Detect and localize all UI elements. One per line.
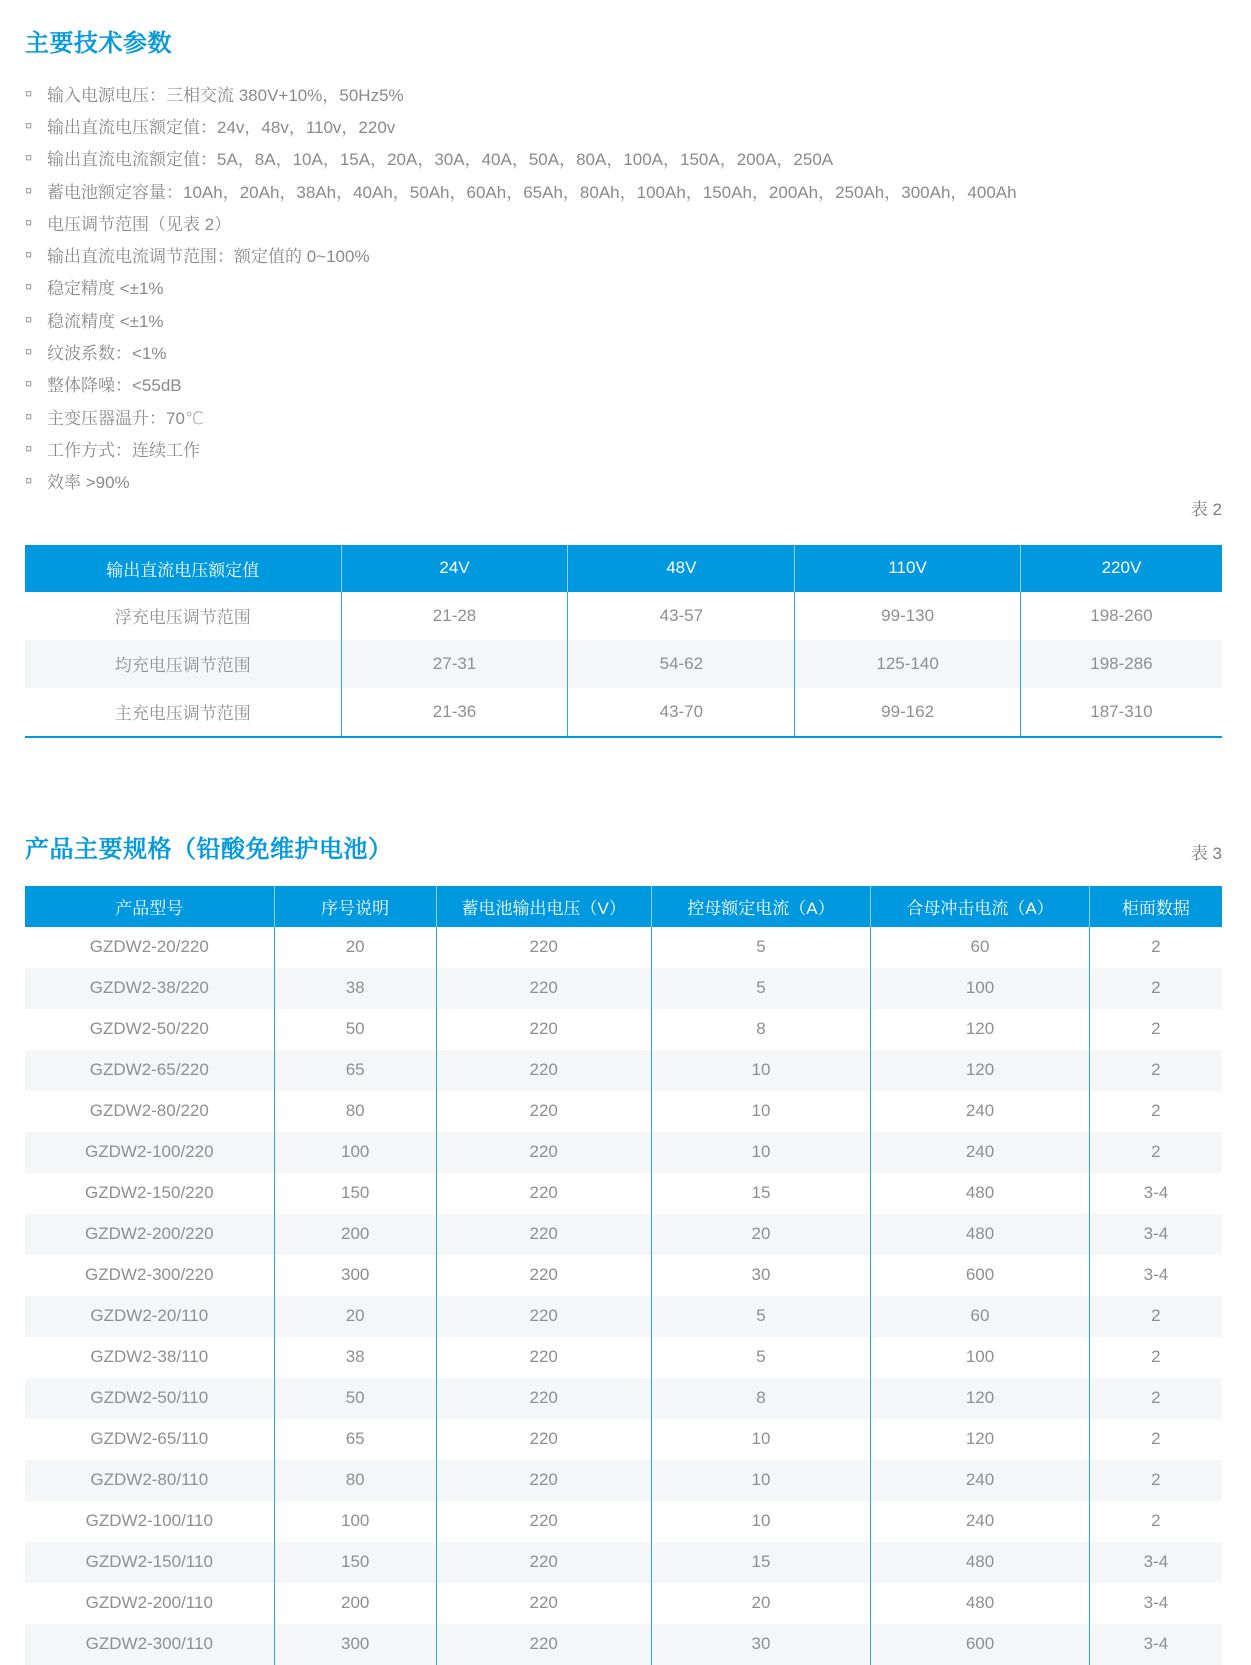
table-cell: 150 xyxy=(274,1542,436,1583)
table-cell: 240 xyxy=(871,1501,1089,1542)
table-cell: 50 xyxy=(274,1009,436,1050)
table-cell: 65 xyxy=(274,1050,436,1091)
table-cell: 100 xyxy=(274,1501,436,1542)
table-cell: 2 xyxy=(1151,1511,1161,1531)
table-cell: 27-31 xyxy=(341,640,568,688)
table-cell: 120 xyxy=(871,1378,1089,1419)
table-cell: 2 xyxy=(1151,1060,1161,1080)
table-cell: 220 xyxy=(436,1583,651,1624)
table-cell: 300 xyxy=(274,1624,436,1665)
bullet-icon: ¤ xyxy=(25,117,33,133)
bullet-icon: ¤ xyxy=(25,376,33,392)
table-header-cell: 110V xyxy=(795,545,1021,592)
table-cell: 20 xyxy=(651,1214,871,1255)
table-cell: 600 xyxy=(871,1255,1089,1296)
table-cell: 8 xyxy=(651,1009,871,1050)
spec-text: 稳定精度 <±1% xyxy=(47,279,164,299)
table-cell: 54-62 xyxy=(568,640,795,688)
table-cell: GZDW2-65/220 xyxy=(25,1050,274,1091)
spec-text: 输出直流电流额定值：5A，8A，10A，15A，20A，30A，40A，50A，80A，100A，150A，200A，250A xyxy=(47,150,834,170)
table-cell: 38 xyxy=(274,1337,436,1378)
table-header-row xyxy=(25,886,1222,927)
table-header-cell: 220V xyxy=(1020,545,1222,592)
table-cell: 20 xyxy=(274,927,436,968)
table-cell: GZDW2-80/110 xyxy=(25,1460,274,1501)
table-cell: 150 xyxy=(274,1173,436,1214)
table-cell: 5 xyxy=(651,927,871,968)
spec-list xyxy=(25,77,1222,497)
table-row xyxy=(25,1583,1222,1624)
table-row xyxy=(25,1337,1222,1378)
table-cell: 220 xyxy=(436,1255,651,1296)
table-cell: 浮充电压调节范围 xyxy=(25,592,341,640)
table-cell: 220 xyxy=(436,1296,651,1337)
table-cell: 480 xyxy=(871,1214,1089,1255)
table-cell: 3-4 xyxy=(1143,1183,1169,1203)
spec-list-item xyxy=(25,206,1222,238)
table-cell: 60 xyxy=(871,927,1089,968)
table-cell: 10 xyxy=(651,1501,871,1542)
spec-list-item xyxy=(25,335,1222,367)
table-cell: 99-162 xyxy=(795,688,1021,737)
table-cell: 480 xyxy=(871,1583,1089,1624)
bullet-icon: ¤ xyxy=(25,85,33,101)
spec-text: 输入电源电压：三相交流 380V+10%，50Hz5% xyxy=(47,85,404,105)
table-cell: 240 xyxy=(871,1460,1089,1501)
spec-text: 工作方式：连续工作 xyxy=(47,440,200,460)
table-cell: GZDW2-100/110 xyxy=(25,1501,274,1542)
table-cell: 100 xyxy=(871,1337,1089,1378)
bullet-icon: ¤ xyxy=(25,150,33,166)
table-cell: 50 xyxy=(274,1378,436,1419)
table-cell: 5 xyxy=(651,968,871,1009)
spec-list-item xyxy=(25,77,1222,109)
bullet-icon: ¤ xyxy=(25,279,33,295)
table-row xyxy=(25,1255,1222,1296)
table-cell: GZDW2-20/220 xyxy=(25,927,274,968)
table-cell: 43-57 xyxy=(568,592,795,640)
table-cell: 2 xyxy=(1151,978,1161,998)
table-row xyxy=(25,1378,1222,1419)
table-cell: GZDW2-50/220 xyxy=(25,1009,274,1050)
table-cell: 220 xyxy=(436,1501,651,1542)
table-header-cell: 序号说明 xyxy=(274,886,436,927)
table-cell: 65 xyxy=(274,1419,436,1460)
table-cell: 198-260 xyxy=(1090,605,1153,625)
table-cell: 100 xyxy=(274,1132,436,1173)
table-cell: 220 xyxy=(436,1542,651,1583)
table-header-cell: 24V xyxy=(341,545,568,592)
table-cell: 10 xyxy=(651,1091,871,1132)
table-cell: 220 xyxy=(436,1050,651,1091)
product-spec-table xyxy=(25,886,1222,1665)
table-cell: 220 xyxy=(436,1214,651,1255)
table-cell: 15 xyxy=(651,1542,871,1583)
table-cell: GZDW2-150/110 xyxy=(25,1542,274,1583)
table-cell: 220 xyxy=(436,1173,651,1214)
table-cell: 200 xyxy=(274,1583,436,1624)
table-cell: 187-310 xyxy=(1090,701,1153,721)
table-cell: 60 xyxy=(871,1296,1089,1337)
table-cell: 300 xyxy=(274,1255,436,1296)
table-cell: 3-4 xyxy=(1143,1224,1169,1244)
spec-text: 整体降噪：<55dB xyxy=(47,376,182,396)
table-cell: 99-130 xyxy=(795,592,1021,640)
table-cell: 120 xyxy=(871,1419,1089,1460)
table-row xyxy=(25,927,1222,968)
table-row xyxy=(25,640,1222,688)
table-cell: 15 xyxy=(651,1173,871,1214)
table-cell: 240 xyxy=(871,1091,1089,1132)
spec-list-item xyxy=(25,174,1222,206)
table-cell: 120 xyxy=(871,1050,1089,1091)
spec-list-item xyxy=(25,303,1222,335)
table-row xyxy=(25,1460,1222,1501)
bullet-icon: ¤ xyxy=(25,473,33,489)
table-row xyxy=(25,1542,1222,1583)
table-cell: 2 xyxy=(1151,1306,1161,1326)
table-row xyxy=(25,968,1222,1009)
table-cell: 2 xyxy=(1151,937,1161,957)
table-row xyxy=(25,1050,1222,1091)
spec-text: 输出直流电压额定值：24v，48v，110v，220v xyxy=(47,117,396,137)
table-cell: 10 xyxy=(651,1460,871,1501)
table-cell: 10 xyxy=(651,1050,871,1091)
table-cell: 220 xyxy=(436,1009,651,1050)
table-cell: 21-36 xyxy=(341,688,568,737)
spec-text: 纹波系数：<1% xyxy=(47,344,167,364)
table-cell: 3-4 xyxy=(1143,1634,1169,1654)
table-cell: GZDW2-150/220 xyxy=(25,1173,274,1214)
bullet-icon: ¤ xyxy=(25,440,33,456)
table-cell: 2 xyxy=(1151,1019,1161,1039)
bullet-icon: ¤ xyxy=(25,408,33,424)
table-cell: 220 xyxy=(436,927,651,968)
spec-text: 电压调节范围（见表 2） xyxy=(47,214,232,234)
table-cell: 2 xyxy=(1151,1388,1161,1408)
table-row xyxy=(25,1173,1222,1214)
table-header-cell: 48V xyxy=(568,545,795,592)
table-cell: GZDW2-100/220 xyxy=(25,1132,274,1173)
table-cell: 10 xyxy=(651,1419,871,1460)
table-cell: GZDW2-300/110 xyxy=(25,1624,274,1665)
spec-list-item xyxy=(25,432,1222,464)
table-cell: 220 xyxy=(436,1378,651,1419)
table-cell: GZDW2-20/110 xyxy=(25,1296,274,1337)
table-header-cell: 柜面数据 xyxy=(1089,886,1222,927)
table-cell: 38 xyxy=(274,968,436,1009)
table-cell: 5 xyxy=(651,1296,871,1337)
table-cell: 8 xyxy=(651,1378,871,1419)
table-cell: 43-70 xyxy=(568,688,795,737)
table-cell: 主充电压调节范围 xyxy=(25,688,341,737)
table-header-row xyxy=(25,545,1222,592)
bullet-icon: ¤ xyxy=(25,344,33,360)
table-cell: 100 xyxy=(871,968,1089,1009)
section2-heading-row xyxy=(25,835,1222,865)
table-row xyxy=(25,1009,1222,1050)
spec-list-item xyxy=(25,271,1222,303)
voltage-range-table xyxy=(25,545,1222,738)
table-cell: 125-140 xyxy=(795,640,1021,688)
table-cell: 600 xyxy=(871,1624,1089,1665)
table-cell: 220 xyxy=(436,1624,651,1665)
table-cell: 20 xyxy=(651,1583,871,1624)
table-header-cell: 产品型号 xyxy=(25,886,274,927)
table-cell: GZDW2-200/110 xyxy=(25,1583,274,1624)
spec-text: 稳流精度 <±1% xyxy=(47,311,164,331)
table-row xyxy=(25,1214,1222,1255)
table2-label: 表 2 xyxy=(1190,499,1222,519)
table-header-cell: 合母冲击电流（A） xyxy=(871,886,1089,927)
table-row xyxy=(25,1296,1222,1337)
spec-list-item xyxy=(25,400,1222,432)
table-cell: 2 xyxy=(1151,1429,1161,1449)
table-row xyxy=(25,1091,1222,1132)
spec-text: 主变压器温升：70℃ xyxy=(47,408,205,428)
table-cell: 20 xyxy=(274,1296,436,1337)
table-cell: 30 xyxy=(651,1624,871,1665)
table-row xyxy=(25,688,1222,737)
table-cell: 3-4 xyxy=(1143,1265,1169,1285)
table-cell: 均充电压调节范围 xyxy=(25,640,341,688)
table-cell: 3-4 xyxy=(1143,1593,1169,1613)
table-cell: GZDW2-38/220 xyxy=(25,968,274,1009)
table-cell: 200 xyxy=(274,1214,436,1255)
table-row xyxy=(25,1132,1222,1173)
table-cell: 220 xyxy=(436,1337,651,1378)
bullet-icon: ¤ xyxy=(25,182,33,198)
table-cell: 2 xyxy=(1151,1347,1161,1367)
table-cell: 2 xyxy=(1151,1142,1161,1162)
spec-list-item xyxy=(25,238,1222,270)
table-cell: 21-28 xyxy=(341,592,568,640)
table-cell: GZDW2-50/110 xyxy=(25,1378,274,1419)
table-header-cell: 蓄电池输出电压（V） xyxy=(436,886,651,927)
table-header-cell: 输出直流电压额定值 xyxy=(25,545,341,592)
spec-text: 输出直流电流调节范围：额定值的 0~100% xyxy=(47,247,370,267)
table-cell: 10 xyxy=(651,1132,871,1173)
table-cell: 120 xyxy=(871,1009,1089,1050)
table-cell: 220 xyxy=(436,968,651,1009)
section-title-product-specs: 产品主要规格（铅酸免维护电池） xyxy=(25,835,393,863)
spec-text: 效率 >90% xyxy=(47,473,130,493)
table-cell: 5 xyxy=(651,1337,871,1378)
table-cell: GZDW2-38/110 xyxy=(25,1337,274,1378)
spec-list-item xyxy=(25,142,1222,174)
table-cell: 220 xyxy=(436,1460,651,1501)
table-cell: 220 xyxy=(436,1091,651,1132)
table-cell: 80 xyxy=(274,1460,436,1501)
table-cell: 480 xyxy=(871,1173,1089,1214)
table-row xyxy=(25,592,1222,640)
bullet-icon: ¤ xyxy=(25,311,33,327)
table-cell: 220 xyxy=(436,1419,651,1460)
table-cell: 3-4 xyxy=(1143,1552,1169,1572)
spec-list-item xyxy=(25,368,1222,400)
table-cell: 240 xyxy=(871,1132,1089,1173)
table-cell: 80 xyxy=(274,1091,436,1132)
table-row xyxy=(25,1501,1222,1542)
table-cell: 198-286 xyxy=(1090,653,1153,673)
table-cell: 220 xyxy=(436,1132,651,1173)
table-row xyxy=(25,1419,1222,1460)
spec-list-item xyxy=(25,109,1222,141)
table-cell: 2 xyxy=(1151,1101,1161,1121)
table-header-cell: 控母额定电流（A） xyxy=(651,886,871,927)
table-cell: GZDW2-80/220 xyxy=(25,1091,274,1132)
table-cell: 30 xyxy=(651,1255,871,1296)
table3-label: 表 3 xyxy=(1190,843,1222,863)
table-cell: GZDW2-65/110 xyxy=(25,1419,274,1460)
spec-list-item xyxy=(25,465,1222,497)
bullet-icon: ¤ xyxy=(25,214,33,230)
table-cell: GZDW2-200/220 xyxy=(25,1214,274,1255)
bullet-icon: ¤ xyxy=(25,247,33,263)
section-title-tech-params: 主要技术参数 xyxy=(25,30,172,57)
table-row xyxy=(25,1624,1222,1665)
table-cell: 2 xyxy=(1151,1470,1161,1490)
spec-text: 蓄电池额定容量：10Ah，20Ah，38Ah，40Ah，50Ah，60Ah，65Ah，80Ah，100Ah，150Ah，200Ah，250Ah，300Ah，400Ah xyxy=(47,182,1017,202)
table-cell: 480 xyxy=(871,1542,1089,1583)
table-cell: GZDW2-300/220 xyxy=(25,1255,274,1296)
